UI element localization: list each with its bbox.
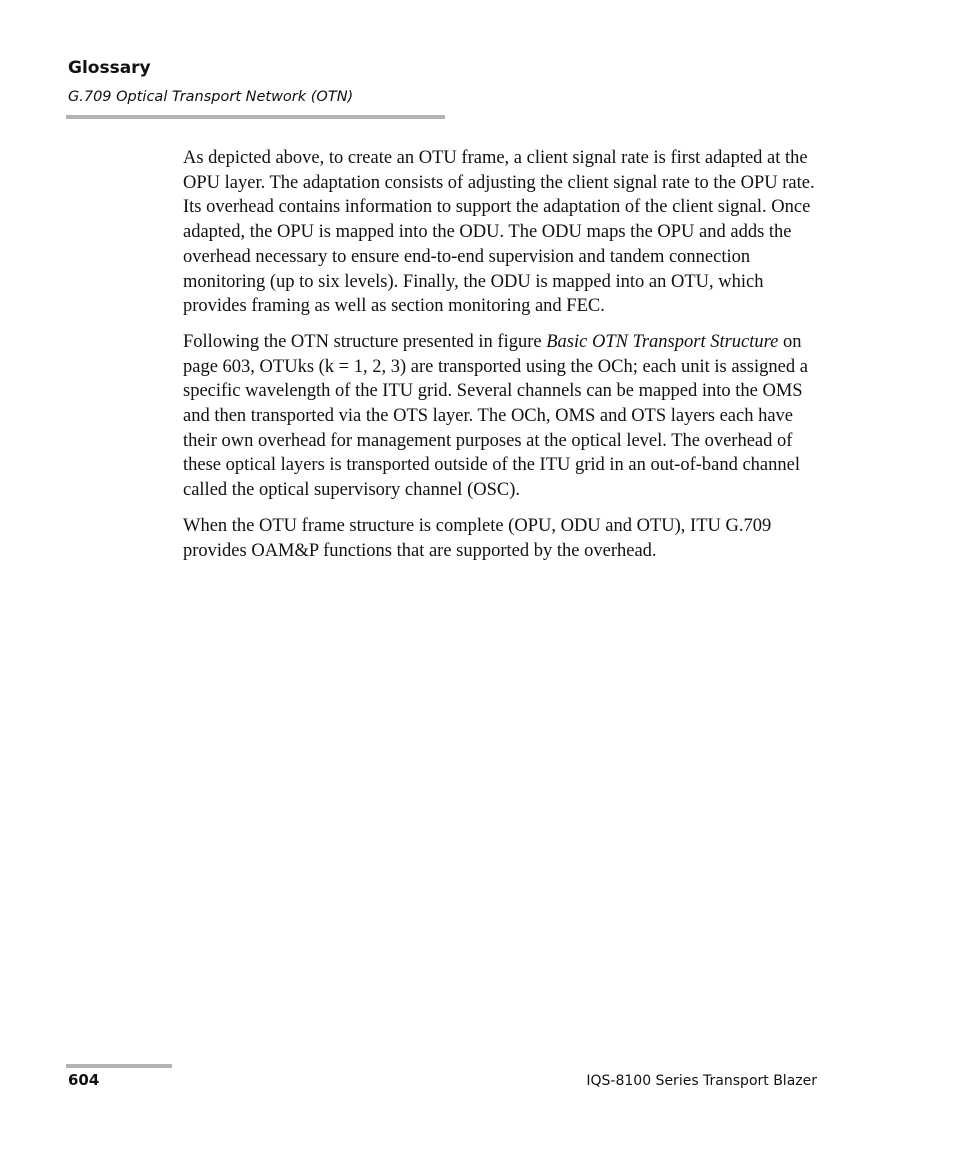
figure-reference-link[interactable]: Basic OTN Transport Structure	[546, 331, 779, 352]
section-title: Glossary	[68, 58, 151, 78]
footer-divider	[66, 1064, 172, 1068]
paragraph-2-after: on page 603, OTUks (k = 1, 2, 3) are transported using the OCh; each unit is assigned a specific wavelength of the ITU grid. Several channels can be mapped into the OMS and then transported via the OTS layer. The OCh, OMS and OTS layers each have their own overhead for management purposes at the optical level. The overhead of these optical layers is transported outside of the ITU grid in an out-of-band channel called the optical supervisory channel (OSC).	[183, 331, 808, 501]
page-number: 604	[68, 1071, 100, 1089]
product-name: IQS-8100 Series Transport Blazer	[586, 1073, 817, 1089]
paragraph-2	[183, 330, 823, 503]
page-header	[68, 57, 448, 107]
paragraph-2-before: Following the OTN structure presented in figure	[183, 331, 547, 352]
body-content	[183, 146, 823, 574]
paragraph-1: As depicted above, to create an OTU frame, a client signal rate is first adapted at the OPU layer. The adaptation consists of adjusting the client signal rate to the OPU rate. Its overhead contains information to support the adaptation of the client signal. Once adapted, the OPU is mapped into the ODU. The ODU maps the OPU and adds the overhead necessary to ensure end-to-end supervision and tandem connection monitoring (up to six levels). Finally, the ODU is mapped into an OTU, which provides framing as well as section monitoring and FEC.	[183, 148, 815, 317]
header-divider	[66, 115, 445, 119]
paragraph-3: When the OTU frame structure is complete (OPU, ODU and OTU), ITU G.709 provides OAM&P functions that are supported by the overhead.	[183, 515, 772, 561]
section-subtitle: G.709 Optical Transport Network (OTN)	[68, 89, 354, 105]
